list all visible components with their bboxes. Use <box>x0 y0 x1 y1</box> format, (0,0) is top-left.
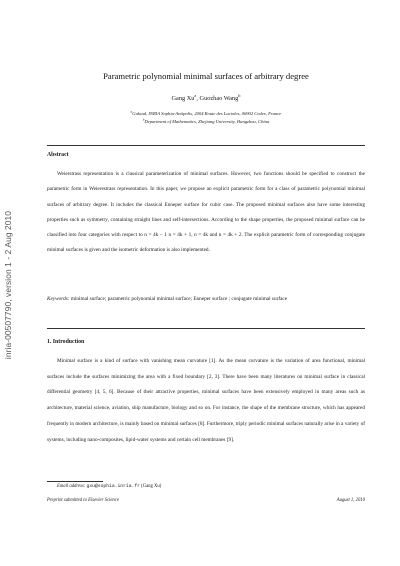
stamp-text: inria-00507790, version 1 - 2 Aug 2010 <box>3 210 14 360</box>
abstract-body: Weierstrass representation is a classical parameterization of minimal surfaces. However, two functions should be specified to construct the parametric form in Weierestrass representation. In this paper, we propose an explicit parametric form for a class of parametric polynomial minimal surfaces of arbitrary degree. It includes the classical Enneper surface for cubic case. The proposed minimal surfaces also have some interesting properties such as symmetry, containing straight lines and self-intersections. According to the shape properties, the proposed minimal surface can be classified into four categories with respect to n = 4k − 1 n = 4k + 1, n = 4k and n = 4k + 2. The explicit parametric form of corresponding conjugate minimal surfaces is given and the isometric deformation is also implemented. <box>47 171 365 254</box>
abstract-bottom-rule <box>47 328 365 329</box>
author-name: Guozhao Wang <box>199 95 239 102</box>
author-name: Gang Xu <box>171 95 195 102</box>
affiliation-mark: b <box>142 117 145 122</box>
footnote-label: Email address: <box>57 484 86 489</box>
footer-preprint: Preprint submitted to Elsevier Science <box>47 498 119 503</box>
abstract-heading: Abstract <box>47 152 69 158</box>
footer-date: August 1, 2010 <box>336 498 365 503</box>
introduction-body: Minimal surface is a kind of surface with vanishing mean curvature [1]. As the mean curvature is the variation of area functional, minimal surfaces include the surfaces minimizing the area with a fixed boundary [2, 3]. There have been many literatures on minimal surface in classical differential geometry [4, 5, 6]. Because of their attractive properties, minimal surfaces have been extensively employed in many areas such as architecture, material science, aviation, ship manufacture, biology and so on. For instance, the shape of the membrane structure, which has appeared frequently in modern architecture, is mainly based on minimal surfaces [8]. Furthermore, triply periodic minimal surfaces naturally arise in a variety of systems, including nano-composites, lipid-water systems and certain cell membranes [9]. <box>47 358 365 443</box>
email-link[interactable]: gxu@sophia.inria.fr <box>86 484 140 489</box>
affiliation <box>47 111 365 116</box>
affiliation-mark: a <box>130 109 133 114</box>
keywords <box>47 292 365 307</box>
affiliation-text: Galaad, INRIA Sophia-Antipolis, 2004 Route des Lucioles, 06902 Cedex, France <box>132 111 282 116</box>
paper-title: Parametric polynomial minimal surfaces of arbitrary degree <box>103 71 309 81</box>
keywords-text: minimal surface; parametric polynomial minimal surface; Enneper surface ; conjugate minimal surface <box>70 296 288 302</box>
page-footer <box>47 498 365 503</box>
author-mark: b <box>238 92 241 98</box>
footnote-name: (Gang Xu) <box>141 484 162 489</box>
keywords-label: Keywords: <box>47 296 70 302</box>
section-heading: 1. Introduction <box>47 339 85 345</box>
footnote-rule <box>47 481 103 482</box>
affiliation <box>47 119 365 124</box>
footnote <box>57 484 161 489</box>
author-separator: , <box>196 95 200 102</box>
author-mark: a <box>194 92 197 98</box>
arxiv-side-stamp <box>0 205 16 365</box>
affiliation-text: Department of Mathematics, Zhejiang University, Hangzhou, China <box>144 119 270 124</box>
author-line <box>47 92 365 102</box>
abstract-top-rule <box>47 145 365 146</box>
